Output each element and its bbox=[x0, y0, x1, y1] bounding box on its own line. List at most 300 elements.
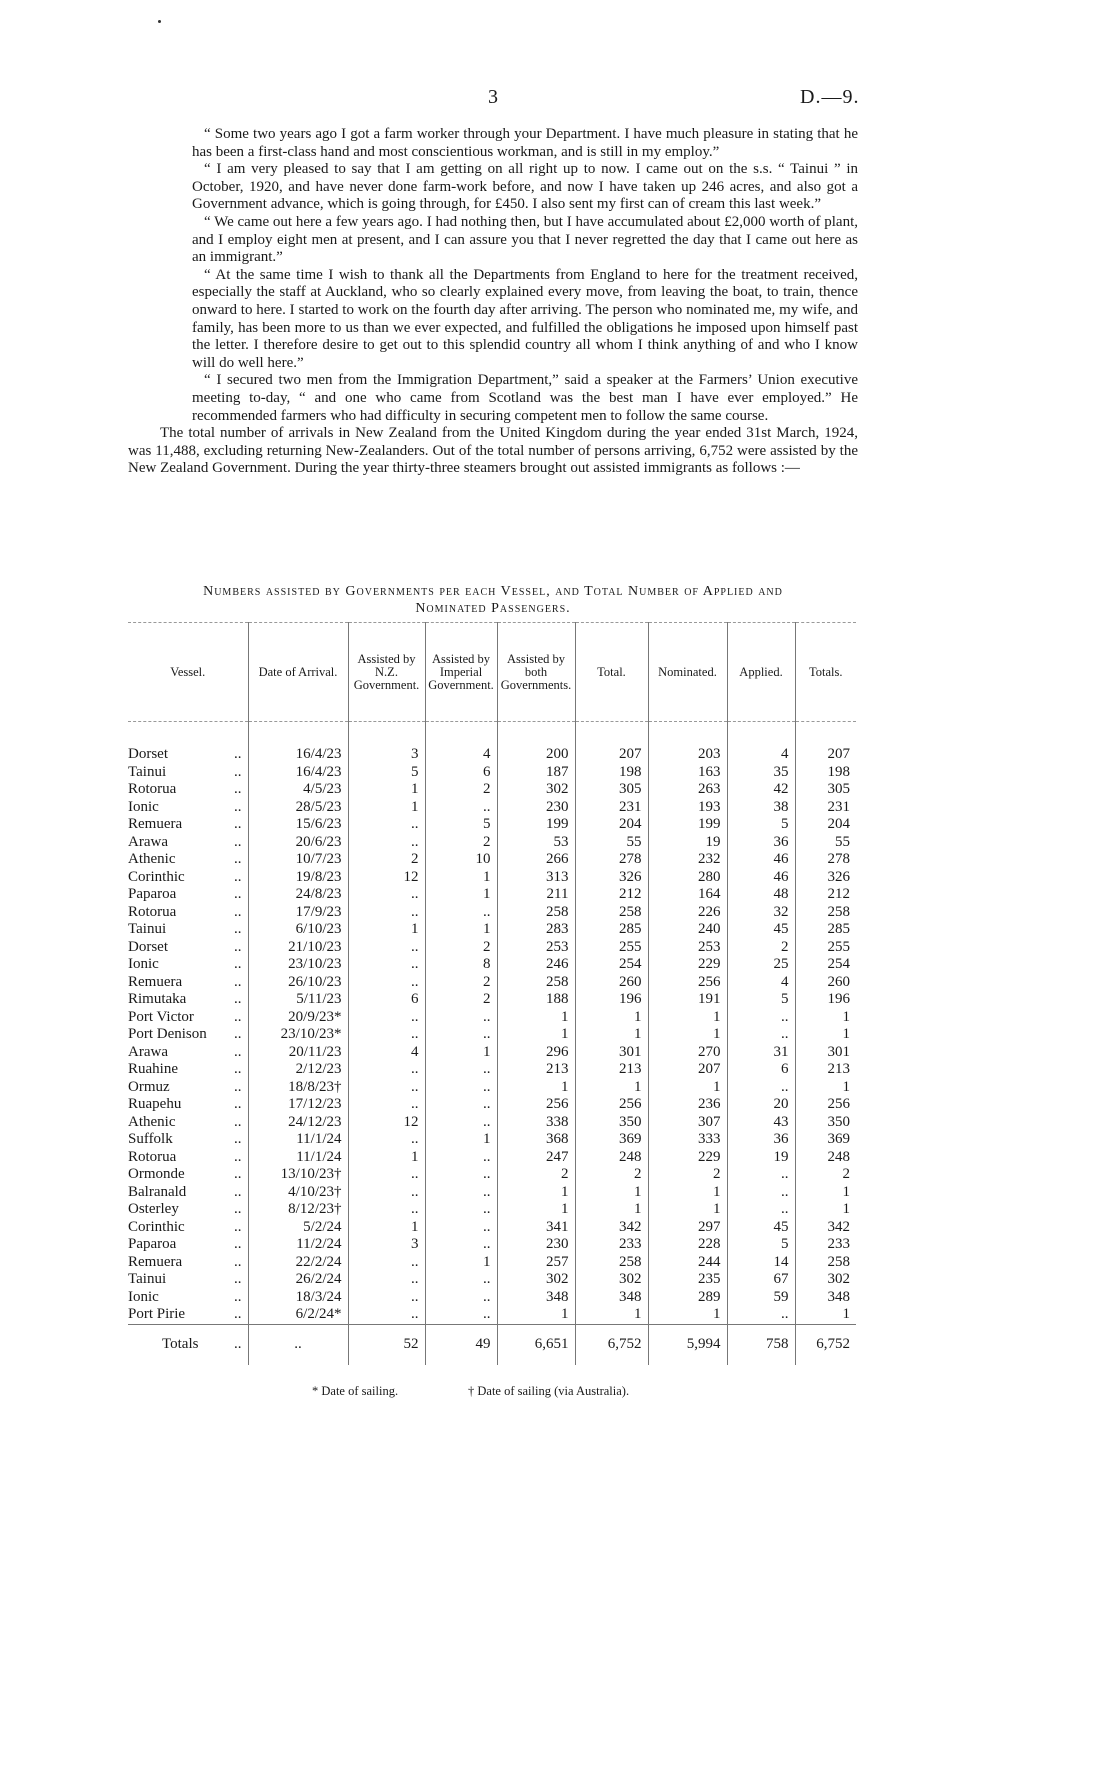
nominated-value: 263 bbox=[698, 781, 721, 797]
total-value: 301 bbox=[619, 1043, 642, 1060]
cell-both-gov bbox=[497, 816, 575, 834]
cell-vessel bbox=[128, 1096, 248, 1114]
nominated-value: 199 bbox=[698, 816, 721, 832]
leader-dots: .. bbox=[234, 921, 242, 937]
testimonial-5: “ I secured two men from the Immigration Department,” said a speaker at the Farmers’ Union executive meeting to-day, “ and one who came from Scotland was the best man I have ever employed.” He recommended farmers who had difficulty in securing competent men to follow the same course. bbox=[192, 372, 858, 424]
nominated-value: 280 bbox=[698, 868, 721, 885]
cell-both-gov bbox=[497, 974, 575, 992]
table-row bbox=[128, 904, 856, 922]
cell-applied bbox=[727, 956, 795, 974]
cell-applied bbox=[727, 1166, 795, 1184]
cell-totals bbox=[795, 1166, 856, 1184]
nz-gov-value: 3 bbox=[411, 1236, 419, 1252]
both-gov-value: 258 bbox=[546, 973, 569, 990]
cell-nz-gov bbox=[348, 1044, 425, 1062]
cell-total bbox=[575, 1026, 648, 1044]
totals-value: 198 bbox=[827, 763, 850, 780]
leader-dots: .. bbox=[234, 1166, 242, 1182]
both-gov-value: 283 bbox=[546, 921, 569, 937]
cell-totals bbox=[795, 1079, 856, 1097]
cell-vessel bbox=[128, 1219, 248, 1237]
nz-gov-value: .. bbox=[411, 903, 419, 920]
total-value: 1 bbox=[634, 1183, 642, 1200]
both-gov-value: 338 bbox=[546, 1113, 569, 1130]
cell-both-gov bbox=[497, 781, 575, 799]
imperial-gov-value: 1 bbox=[483, 886, 491, 902]
cell-total bbox=[575, 1044, 648, 1062]
both-gov-value: 1 bbox=[561, 1306, 569, 1322]
leader-dots: .. bbox=[234, 1236, 242, 1252]
nominated-value: 5,994 bbox=[686, 1335, 721, 1352]
vessel-value: Remuera bbox=[128, 1253, 183, 1270]
testimonial-1: “ Some two years ago I got a farm worker through your Department. I have much pleasure in stating that he has been a first-class hand and most conscientious workman, and is still in my employ.” bbox=[192, 126, 858, 160]
applied-value: 67 bbox=[773, 1271, 789, 1287]
vessel-value: Arawa bbox=[128, 1043, 168, 1060]
nz-gov-value: .. bbox=[411, 1061, 419, 1077]
totals-value: 1 bbox=[842, 1183, 850, 1200]
totals-value: 301 bbox=[827, 1043, 850, 1060]
total-value: 231 bbox=[619, 798, 642, 815]
nominated-value: 191 bbox=[698, 991, 721, 1007]
cell-date bbox=[248, 1044, 348, 1062]
vessel-value: Athenic bbox=[128, 1113, 176, 1130]
nominated-value: 1 bbox=[713, 1201, 721, 1217]
cell-vessel bbox=[128, 1114, 248, 1132]
cell-total bbox=[575, 956, 648, 974]
imperial-gov-value: .. bbox=[483, 1166, 491, 1182]
cell-applied bbox=[727, 1061, 795, 1079]
vessel-value: Remuera bbox=[128, 816, 183, 832]
cell-date bbox=[248, 1324, 348, 1365]
nz-gov-value: .. bbox=[411, 1166, 419, 1182]
leader-dots: .. bbox=[234, 938, 242, 955]
cell-totals bbox=[795, 974, 856, 992]
cell-totals bbox=[795, 1184, 856, 1202]
cell-applied bbox=[727, 746, 795, 764]
cell-nz-gov bbox=[348, 1324, 425, 1365]
cell-nominated bbox=[648, 764, 727, 782]
date-value: 24/12/23 bbox=[288, 1113, 342, 1130]
date-value: 26/10/23 bbox=[288, 973, 342, 990]
cell-nominated bbox=[648, 1271, 727, 1289]
cell-nz-gov bbox=[348, 834, 425, 852]
leader-dots: .. bbox=[234, 1061, 242, 1077]
cell-applied bbox=[727, 1096, 795, 1114]
cell-totals bbox=[795, 1149, 856, 1167]
vessel-value: Ormonde bbox=[128, 1166, 185, 1182]
totals-value: 285 bbox=[827, 921, 850, 937]
cell-nz-gov bbox=[348, 869, 425, 887]
cell-imperial-gov bbox=[425, 1079, 497, 1097]
cell-total bbox=[575, 1149, 648, 1167]
cell-applied bbox=[727, 991, 795, 1009]
cell-nz-gov bbox=[348, 939, 425, 957]
table-row bbox=[128, 1061, 856, 1079]
cell-vessel bbox=[128, 991, 248, 1009]
nz-gov-value: .. bbox=[411, 1288, 419, 1305]
totals-value: 342 bbox=[827, 1218, 850, 1235]
nz-gov-value: 1 bbox=[411, 1218, 419, 1235]
total-value: 212 bbox=[619, 886, 642, 902]
leader-dots: .. bbox=[234, 956, 242, 972]
leader-dots: .. bbox=[234, 1271, 242, 1287]
cell-both-gov bbox=[497, 1079, 575, 1097]
cell-date bbox=[248, 1079, 348, 1097]
imperial-gov-value: 2 bbox=[483, 833, 491, 850]
cell-nominated bbox=[648, 799, 727, 817]
cell-total bbox=[575, 886, 648, 904]
cell-total bbox=[575, 1079, 648, 1097]
total-value: 305 bbox=[619, 781, 642, 797]
cell-imperial-gov bbox=[425, 1114, 497, 1132]
scan-speck bbox=[158, 20, 161, 23]
cell-total bbox=[575, 939, 648, 957]
total-value: 278 bbox=[619, 851, 642, 867]
imperial-gov-value: 1 bbox=[483, 1253, 491, 1270]
applied-value: 46 bbox=[773, 851, 789, 867]
header-total: Total. bbox=[575, 623, 648, 722]
cell-date bbox=[248, 1009, 348, 1027]
cell-both-gov bbox=[497, 1026, 575, 1044]
cell-both-gov bbox=[497, 1009, 575, 1027]
nz-gov-value: 12 bbox=[403, 1113, 419, 1130]
imperial-gov-value: 1 bbox=[483, 1043, 491, 1060]
leader-dots: .. bbox=[234, 903, 242, 920]
vessel-value: Port Victor bbox=[128, 1008, 194, 1025]
cell-nz-gov bbox=[348, 1236, 425, 1254]
cell-nz-gov bbox=[348, 1219, 425, 1237]
cell-both-gov bbox=[497, 1236, 575, 1254]
cell-totals bbox=[795, 1236, 856, 1254]
cell-nominated bbox=[648, 939, 727, 957]
spacer-cell bbox=[248, 722, 348, 747]
cell-nominated bbox=[648, 1026, 727, 1044]
leader-dots: .. bbox=[234, 868, 242, 885]
nz-gov-value: 4 bbox=[411, 1043, 419, 1060]
cell-applied bbox=[727, 1114, 795, 1132]
cell-vessel bbox=[128, 1131, 248, 1149]
applied-value: .. bbox=[781, 1166, 789, 1182]
vessel-value: Ionic bbox=[128, 1288, 159, 1305]
nominated-value: 1 bbox=[713, 1183, 721, 1200]
cell-nominated bbox=[648, 1219, 727, 1237]
leader-dots: .. bbox=[234, 973, 242, 990]
table-row bbox=[128, 1026, 856, 1044]
applied-value: 48 bbox=[773, 886, 789, 902]
body-text bbox=[128, 126, 858, 478]
cell-both-gov bbox=[497, 904, 575, 922]
cell-total bbox=[575, 1236, 648, 1254]
total-value: 204 bbox=[619, 816, 642, 832]
cell-total bbox=[575, 1096, 648, 1114]
cell-totals bbox=[795, 834, 856, 852]
nz-gov-value: .. bbox=[411, 1008, 419, 1025]
applied-value: .. bbox=[781, 1183, 789, 1200]
both-gov-value: 1 bbox=[561, 1183, 569, 1200]
leader-dots: .. bbox=[234, 798, 242, 815]
cell-date bbox=[248, 1306, 348, 1324]
leader-dots: .. bbox=[234, 1306, 242, 1322]
applied-value: 42 bbox=[773, 781, 789, 797]
table-row bbox=[128, 1079, 856, 1097]
applied-value: 14 bbox=[773, 1253, 789, 1270]
cell-imperial-gov bbox=[425, 1306, 497, 1324]
both-gov-value: 247 bbox=[546, 1148, 569, 1165]
date-value: 22/2/24 bbox=[295, 1253, 342, 1270]
cell-date bbox=[248, 921, 348, 939]
applied-value: 32 bbox=[773, 903, 789, 920]
leader-dots: .. bbox=[234, 851, 242, 867]
cell-applied bbox=[727, 834, 795, 852]
cell-nominated bbox=[648, 869, 727, 887]
imperial-gov-value: .. bbox=[483, 1008, 491, 1025]
total-value: 258 bbox=[619, 1253, 642, 1270]
cell-applied bbox=[727, 1271, 795, 1289]
leader-dots: .. bbox=[234, 781, 242, 797]
both-gov-value: 313 bbox=[546, 868, 569, 885]
imperial-gov-value: 2 bbox=[483, 938, 491, 955]
nominated-value: 297 bbox=[698, 1218, 721, 1235]
total-value: 255 bbox=[619, 938, 642, 955]
cell-nz-gov bbox=[348, 851, 425, 869]
nominated-value: 235 bbox=[698, 1271, 721, 1287]
table-row bbox=[128, 1254, 856, 1272]
applied-value: 6 bbox=[781, 1061, 789, 1077]
table-row bbox=[128, 1236, 856, 1254]
both-gov-value: 6,651 bbox=[534, 1335, 569, 1352]
cell-imperial-gov bbox=[425, 974, 497, 992]
total-value: 55 bbox=[626, 833, 642, 850]
totals-value: 326 bbox=[827, 868, 850, 885]
vessel-value: Rimutaka bbox=[128, 991, 187, 1007]
table-row bbox=[128, 816, 856, 834]
cell-nz-gov bbox=[348, 886, 425, 904]
cell-nominated bbox=[648, 1236, 727, 1254]
totals-value: 248 bbox=[827, 1148, 850, 1165]
both-gov-value: 187 bbox=[546, 763, 569, 780]
cell-nz-gov bbox=[348, 921, 425, 939]
both-gov-value: 199 bbox=[546, 816, 569, 832]
nz-gov-value: .. bbox=[411, 1201, 419, 1217]
table-title-line-2: Nominated Passengers. bbox=[415, 601, 571, 616]
cell-totals bbox=[795, 1254, 856, 1272]
leader-dots: .. bbox=[234, 1008, 242, 1025]
cell-total bbox=[575, 816, 648, 834]
table-row bbox=[128, 1306, 856, 1324]
nz-gov-value: .. bbox=[411, 973, 419, 990]
total-value: 342 bbox=[619, 1218, 642, 1235]
both-gov-value: 368 bbox=[546, 1131, 569, 1147]
both-gov-value: 341 bbox=[546, 1218, 569, 1235]
date-value: 11/1/24 bbox=[296, 1148, 342, 1165]
cell-imperial-gov bbox=[425, 1254, 497, 1272]
both-gov-value: 200 bbox=[546, 746, 569, 762]
totals-value: 258 bbox=[827, 903, 850, 920]
totals-value: 348 bbox=[827, 1288, 850, 1305]
cell-date bbox=[248, 746, 348, 764]
applied-value: 43 bbox=[773, 1113, 789, 1130]
cell-date bbox=[248, 1061, 348, 1079]
cell-totals bbox=[795, 1201, 856, 1219]
total-value: 1 bbox=[634, 1078, 642, 1095]
cell-nominated bbox=[648, 1009, 727, 1027]
leader-dots: .. bbox=[234, 1078, 242, 1095]
total-value: 326 bbox=[619, 868, 642, 885]
cell-total bbox=[575, 1009, 648, 1027]
table-row bbox=[128, 851, 856, 869]
table-row bbox=[128, 921, 856, 939]
leader-dots: .. bbox=[234, 1335, 242, 1352]
both-gov-value: 213 bbox=[546, 1061, 569, 1077]
cell-imperial-gov bbox=[425, 1166, 497, 1184]
cell-nz-gov bbox=[348, 1079, 425, 1097]
cell-nominated bbox=[648, 921, 727, 939]
date-value: 16/4/23 bbox=[295, 746, 342, 762]
cell-imperial-gov bbox=[425, 1044, 497, 1062]
vessel-value: Port Denison bbox=[128, 1026, 207, 1042]
cell-imperial-gov bbox=[425, 1184, 497, 1202]
nz-gov-value: .. bbox=[411, 1271, 419, 1287]
cell-imperial-gov bbox=[425, 1219, 497, 1237]
table-row bbox=[128, 1131, 856, 1149]
cell-date bbox=[248, 1236, 348, 1254]
cell-total bbox=[575, 1271, 648, 1289]
both-gov-value: 302 bbox=[546, 781, 569, 797]
cell-both-gov bbox=[497, 1166, 575, 1184]
cell-nominated bbox=[648, 1061, 727, 1079]
totals-value: 305 bbox=[827, 781, 850, 797]
cell-nz-gov bbox=[348, 956, 425, 974]
nominated-value: 1 bbox=[713, 1078, 721, 1095]
cell-both-gov bbox=[497, 1324, 575, 1365]
applied-value: 5 bbox=[781, 1236, 789, 1252]
totals-value: 213 bbox=[827, 1061, 850, 1077]
both-gov-value: 1 bbox=[561, 1078, 569, 1095]
imperial-gov-value: .. bbox=[483, 1078, 491, 1095]
both-gov-value: 1 bbox=[561, 1026, 569, 1042]
imperial-gov-value: 1 bbox=[483, 868, 491, 885]
cell-date bbox=[248, 956, 348, 974]
nz-gov-value: 1 bbox=[411, 1148, 419, 1165]
cell-imperial-gov bbox=[425, 834, 497, 852]
imperial-gov-value: 1 bbox=[483, 1131, 491, 1147]
header-vessel: Vessel. bbox=[128, 623, 248, 722]
nz-gov-value: 1 bbox=[411, 781, 419, 797]
cell-imperial-gov bbox=[425, 746, 497, 764]
nz-gov-value: .. bbox=[411, 1026, 419, 1042]
cell-date bbox=[248, 1131, 348, 1149]
vessel-value: Paparoa bbox=[128, 886, 177, 902]
total-value: 256 bbox=[619, 1096, 642, 1112]
cell-imperial-gov bbox=[425, 1149, 497, 1167]
imperial-gov-value: 5 bbox=[483, 816, 491, 832]
totals-value: 254 bbox=[827, 956, 850, 972]
cell-date bbox=[248, 1254, 348, 1272]
imperial-gov-value: 10 bbox=[475, 851, 491, 867]
leader-dots: .. bbox=[234, 1026, 242, 1042]
cell-both-gov bbox=[497, 991, 575, 1009]
vessel-value: Arawa bbox=[128, 833, 168, 850]
cell-vessel bbox=[128, 974, 248, 992]
cell-date bbox=[248, 904, 348, 922]
cell-nz-gov bbox=[348, 1149, 425, 1167]
cell-vessel bbox=[128, 1166, 248, 1184]
nominated-value: 289 bbox=[698, 1288, 721, 1305]
cell-date bbox=[248, 1289, 348, 1307]
cell-both-gov bbox=[497, 1254, 575, 1272]
imperial-gov-value: 4 bbox=[483, 746, 491, 762]
nominated-value: 19 bbox=[705, 833, 721, 850]
vessel-value: Ionic bbox=[128, 798, 159, 815]
cell-applied bbox=[727, 1289, 795, 1307]
cell-applied bbox=[727, 939, 795, 957]
cell-both-gov bbox=[497, 886, 575, 904]
cell-vessel bbox=[128, 1201, 248, 1219]
both-gov-value: 256 bbox=[546, 1096, 569, 1112]
imperial-gov-value: .. bbox=[483, 1306, 491, 1322]
testimonial-3: “ We came out here a few years ago. I had nothing then, but I have accumulated about £2,000 worth of plant, and I employ eight men at present, and I can assure you that I never regretted the day that I came out here as an immigrant.” bbox=[192, 213, 858, 266]
spacer-cell bbox=[348, 722, 425, 747]
both-gov-value: 2 bbox=[561, 1166, 569, 1182]
total-value: 1 bbox=[634, 1008, 642, 1025]
spacer-cell bbox=[575, 722, 648, 747]
date-value: 5/2/24 bbox=[303, 1218, 342, 1235]
imperial-gov-value: 49 bbox=[475, 1335, 491, 1352]
imperial-gov-value: .. bbox=[483, 1026, 491, 1042]
total-value: 207 bbox=[619, 746, 642, 762]
applied-value: 20 bbox=[773, 1096, 789, 1112]
imperial-gov-value: .. bbox=[483, 1096, 491, 1112]
total-value: 233 bbox=[619, 1236, 642, 1252]
imperial-gov-value: .. bbox=[483, 1183, 491, 1200]
cell-applied bbox=[727, 1079, 795, 1097]
cell-date bbox=[248, 1201, 348, 1219]
nominated-value: 270 bbox=[698, 1043, 721, 1060]
cell-imperial-gov bbox=[425, 939, 497, 957]
cell-nominated bbox=[648, 886, 727, 904]
cell-vessel bbox=[128, 956, 248, 974]
applied-value: 2 bbox=[781, 938, 789, 955]
cell-totals bbox=[795, 1026, 856, 1044]
cell-nominated bbox=[648, 834, 727, 852]
date-value: 6/10/23 bbox=[295, 921, 342, 937]
cell-nz-gov bbox=[348, 1254, 425, 1272]
nominated-value: 256 bbox=[698, 973, 721, 990]
cell-applied bbox=[727, 904, 795, 922]
cell-total bbox=[575, 1219, 648, 1237]
leader-dots: .. bbox=[234, 1183, 242, 1200]
vessel-value: Osterley bbox=[128, 1201, 179, 1217]
totals-value: 1 bbox=[842, 1078, 850, 1095]
cell-total bbox=[575, 921, 648, 939]
leader-dots: .. bbox=[234, 1113, 242, 1130]
cell-vessel bbox=[128, 816, 248, 834]
applied-value: 45 bbox=[773, 1218, 789, 1235]
cell-both-gov bbox=[497, 799, 575, 817]
cell-both-gov bbox=[497, 1219, 575, 1237]
total-value: 6,752 bbox=[607, 1335, 642, 1352]
applied-value: .. bbox=[781, 1306, 789, 1322]
cell-vessel bbox=[128, 1289, 248, 1307]
cell-both-gov bbox=[497, 1044, 575, 1062]
date-value: 20/6/23 bbox=[295, 833, 342, 850]
date-value: 13/10/23† bbox=[280, 1166, 342, 1182]
total-value: 1 bbox=[634, 1026, 642, 1042]
cell-vessel bbox=[128, 799, 248, 817]
cell-totals bbox=[795, 1271, 856, 1289]
cell-total bbox=[575, 1184, 648, 1202]
cell-nz-gov bbox=[348, 1306, 425, 1324]
